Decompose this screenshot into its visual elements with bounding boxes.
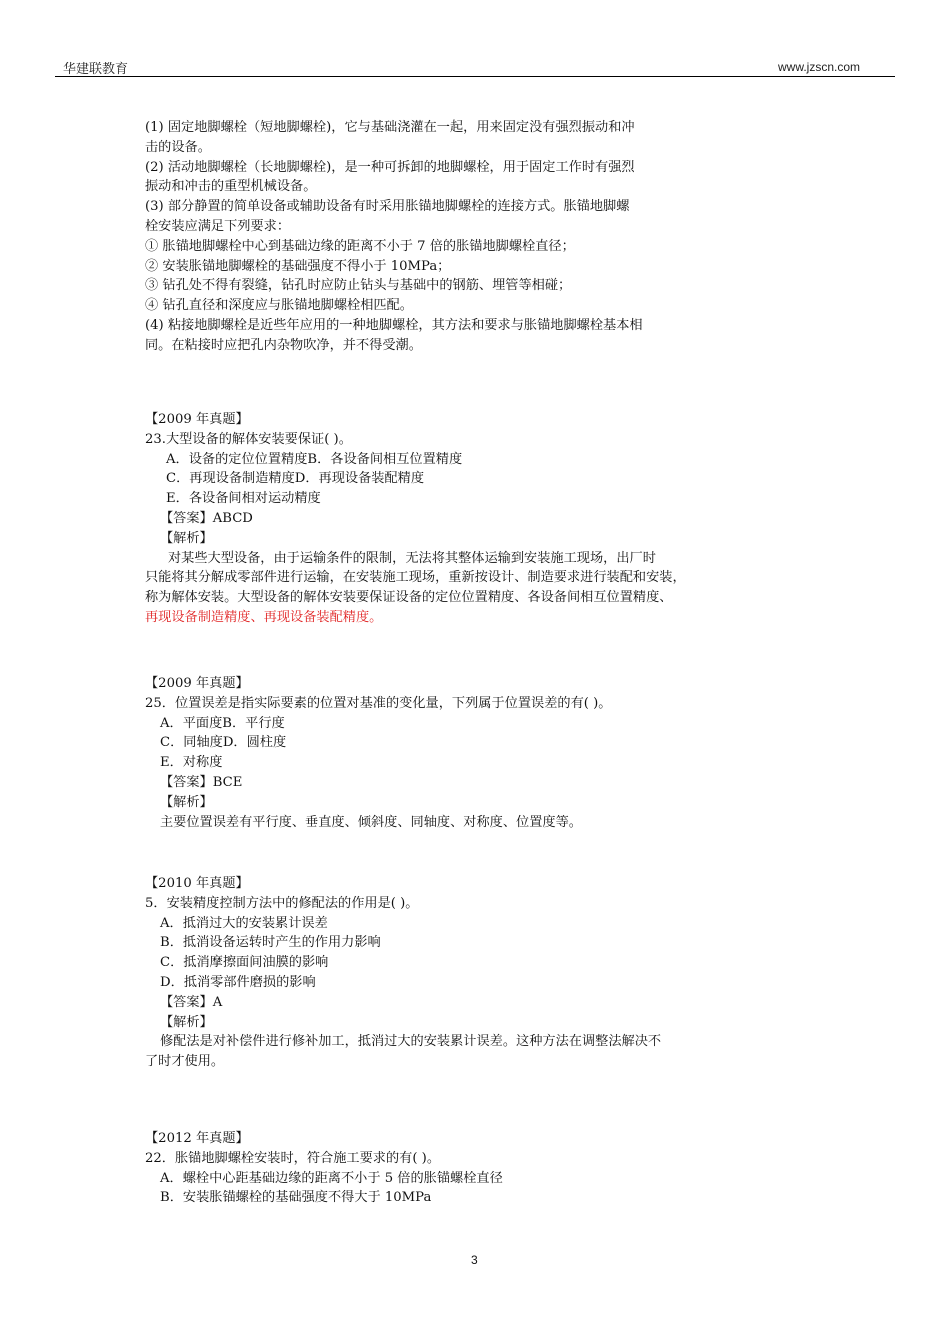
analysis-text: 主要位置误差有平行度、垂直度、倾斜度、同轴度、对称度、位置度等。 — [160, 814, 582, 830]
header-url[interactable]: www.jzscn.com — [778, 60, 861, 74]
analysis-highlight: 再现设备制造精度、再现设备装配精度。 — [145, 609, 383, 625]
answer: 【答案】BCE — [160, 774, 243, 790]
intro-section — [145, 118, 765, 356]
option: A．螺栓中心距基础边缘的距离不小于 5 倍的胀锚螺栓直径 — [160, 1170, 503, 1186]
analysis-text: 修配法是对补偿件进行修补加工，抵消过大的安装累计误差。这种方法在调整法解决不 — [160, 1034, 662, 1050]
intro-line: 振动和冲击的重型机械设备。 — [145, 179, 317, 195]
intro-line: ① 胀锚地脚螺栓中心到基础边缘的距离不小于 7 倍的胀锚地脚螺栓直径； — [145, 238, 575, 254]
analysis-text: 对某些大型设备，由于运输条件的限制，无法将其整体运输到安装施工现场，出厂时 — [168, 550, 656, 566]
question-tag: 【2009 年真题】 — [145, 412, 249, 427]
option: B．安装胀锚螺栓的基础强度不得大于 10MPa — [160, 1190, 432, 1206]
intro-line: 同。在粘接时应把孔内杂物吹净，并不得受潮。 — [145, 337, 422, 353]
option: C．抵消摩擦面间油膜的影响 — [160, 955, 329, 971]
option: A．抵消过大的安装累计误差 — [160, 915, 328, 931]
analysis-label: 【解析】 — [160, 794, 213, 810]
intro-line: ③ 钻孔处不得有裂缝，钻孔时应防止钻头与基础中的钢筋、埋管等相碰； — [145, 278, 572, 294]
question-stem: 23.大型设备的解体安装要保证( )。 — [145, 431, 352, 447]
analysis-text: 了时才使用。 — [145, 1054, 225, 1070]
intro-line: (4) 粘接地脚螺栓是近些年应用的一种地脚螺栓，其方法和要求与胀锚地脚螺栓基本相 — [145, 317, 643, 333]
intro-line: (2) 活动地脚螺栓（长地脚螺栓)，是一种可拆卸的地脚螺栓，用于固定工作时有强烈 — [145, 159, 635, 175]
intro-line: ④ 钻孔直径和深度应与胀锚地脚螺栓相匹配。 — [145, 298, 413, 314]
question-25 — [145, 674, 765, 832]
question-5 — [145, 874, 765, 1072]
option: E．对称度 — [160, 755, 223, 771]
question-tag: 【2009 年真题】 — [145, 676, 249, 691]
question-tag: 【2010 年真题】 — [145, 876, 249, 891]
option: A．平面度B．平行度 — [160, 715, 285, 731]
question-stem: 22．胀锚地脚螺栓安装时，符合施工要求的有( )。 — [145, 1150, 441, 1166]
intro-line: 击的设备。 — [145, 139, 211, 155]
answer: 【答案】ABCD — [160, 510, 253, 526]
intro-line: ② 安装胀锚地脚螺栓的基础强度不得小于 10MPa； — [145, 258, 451, 274]
option: A．设备的定位位置精度B．各设备间相互位置精度 — [166, 451, 463, 467]
header-brand: 华建联教育 — [63, 62, 129, 77]
header-divider — [55, 76, 895, 77]
page-number: 3 — [471, 1253, 478, 1267]
option: C．同轴度D．圆柱度 — [160, 735, 287, 751]
question-22 — [145, 1129, 765, 1208]
option: B．抵消设备运转时产生的作用力影响 — [160, 935, 381, 951]
intro-line: 栓安装应满足下列要求： — [145, 218, 291, 234]
question-23 — [145, 410, 765, 628]
analysis-label: 【解析】 — [160, 530, 213, 546]
option: D．抵消零部件磨损的影响 — [160, 974, 316, 990]
answer: 【答案】A — [160, 994, 223, 1010]
question-stem: 5．安装精度控制方法中的修配法的作用是( )。 — [145, 895, 419, 911]
intro-line: (3) 部分静置的简单设备或辅助设备有时采用胀锚地脚螺栓的连接方式。胀锚地脚螺 — [145, 199, 630, 215]
question-stem: 25．位置误差是指实际要素的位置对基准的变化量，下列属于位置误差的有( )。 — [145, 695, 612, 711]
intro-line: (1) 固定地脚螺栓（短地脚螺栓)，它与基础浇灌在一起，用来固定没有强烈振动和冲 — [145, 120, 635, 135]
question-tag: 【2012 年真题】 — [145, 1131, 249, 1146]
analysis-text: 称为解体安装。大型设备的解体安装要保证设备的定位位置精度、各设备间相互位置精度、 — [145, 590, 673, 606]
analysis-label: 【解析】 — [160, 1014, 213, 1030]
analysis-text: 只能将其分解成零部件进行运输，在安装施工现场，重新按设计、制造要求进行装配和安装， — [145, 570, 686, 586]
option: C．再现设备制造精度D．再现设备装配精度 — [166, 471, 425, 487]
option: E．各设备间相对运动精度 — [166, 491, 321, 507]
